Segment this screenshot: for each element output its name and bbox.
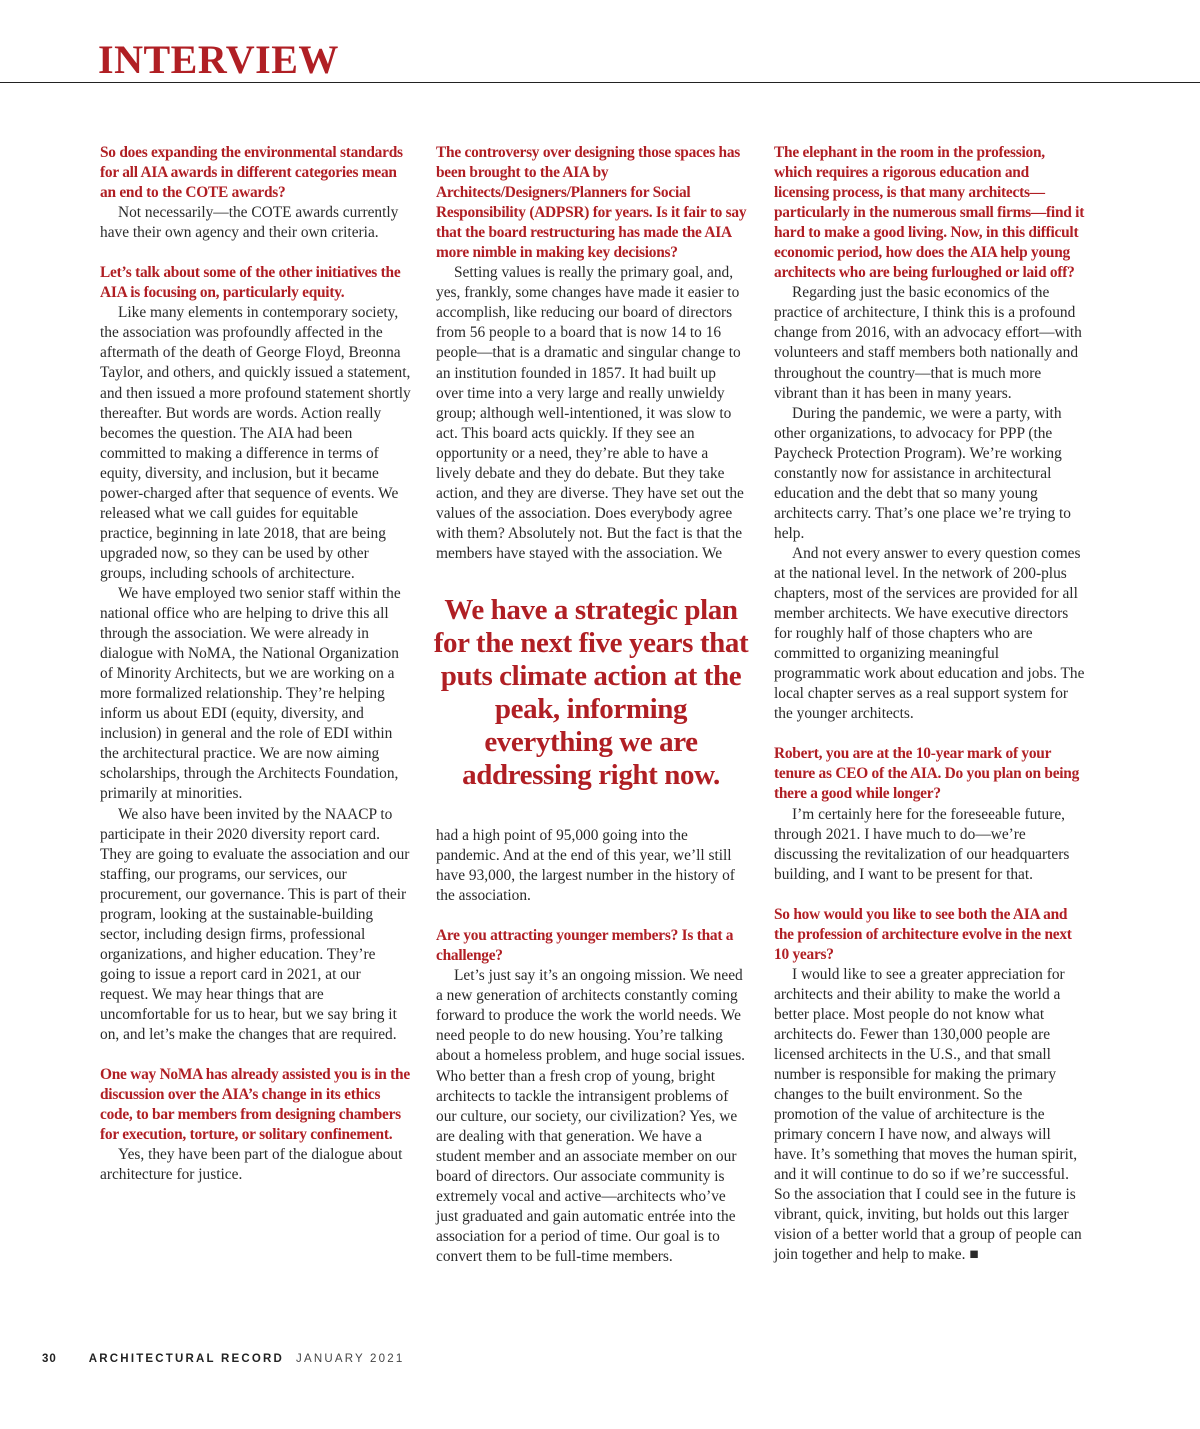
question-ethics-code: One way NoMA has already assisted you is in the discussion over the AIA’s change in its ethics code, to bar members from designing chambers for execution, torture, or solitary confinement.	[100, 1066, 410, 1144]
answer-younger-members: Let’s just say it’s an ongoing mission. We need a new generation of architects constantly coming forward to produce the work the world needs. We need people to do new housing. You’re talking about a homeless problem, and huge social issues. Who better than a fresh crop of young, bright architects to tackle the intransigent problems of our culture, our society, our civilization? Yes, we are dealing with that generation. We have a student member and an associate member on our board of directors. Our associate community is extremely vocal and active—architects who’ve just graduated and gain automatic entrée into the association for a period of time. Our goal is to convert them to be full-time members.	[436, 967, 746, 1265]
answer-economics-p2: During the pandemic, we were a party, with other organizations, to advocacy for PPP (the Paycheck Protection Program). We’re working constantly now for assistance in architectural education and the debt that so many young architects carry. That’s one place we’re trying to help.	[774, 404, 1071, 542]
question-young-architects-economics: The elephant in the room in the profession, which requires a rigorous education and licensing process, is that many architects—particularly in the numerous small firms—find it hard to make a good living. Now, in this difficult economic period, how does the AIA help young architects who are being furloughed or laid off?	[774, 144, 1085, 282]
answer-board-restructuring: Setting values is really the primary goal, and, yes, frankly, some changes have made it easier to accomplish, like reducing our board of directors from 56 people to a board that is now 14 to 16 people—that is a dramatic and singular change to an institution founded in 1857. It had built up over time into a very large and really unwieldy group; although well-intentioned, it was slow to act. This board acts quickly. If they see an opportunity or a need, they’re able to have a lively debate and they do debate. But they take action, and they are diverse. They have set out the values of the association. Does everybody agree with them? Absolutely not. But the fact is that the members have stayed with the association. We	[436, 264, 744, 562]
question-ceo-tenure: Robert, you are at the 10-year mark of your tenure as CEO of the AIA. Do you plan on being there a good while longer?	[774, 745, 1080, 803]
page-number: 30	[42, 1353, 57, 1365]
question-next-10-years: So how would you like to see both the AIA and the profession of architecture evolve in the next 10 years?	[774, 905, 1072, 963]
answer-ceo-tenure: I’m certainly here for the foreseeable future, through 2021. I have much to do—we’re discussing the revitalization of our headquarters building, and I want to be present for that.	[774, 805, 1070, 883]
answer-next-10-years	[774, 965, 1085, 1266]
header-rule	[0, 82, 1200, 83]
question-equity: Let’s talk about some of the other initiatives the AIA is focusing on, particularly equity.	[100, 264, 401, 302]
question-cote-awards: So does expanding the environmental standards for all AIA awards in different categories mean an end to the COTE awards?	[100, 144, 403, 202]
end-mark-icon: ■	[969, 1246, 979, 1264]
answer-equity-p3: We also have been invited by the NAACP to participate in their 2020 diversity report card. They are going to evaluate the association and our staffing, our programs, our services, our procurement, our governance. This is part of their program, looking at the sustainable-building sector, including design firms, professional organizations, and higher education. They’re going to issue a report card in 2021, at our request. We may hear things that are uncomfortable for us to hear, but we say bring it on, and let’s make the changes that are required.	[100, 805, 410, 1044]
column-2	[433, 143, 749, 1267]
answer-equity-p2: We have employed two senior staff within the national office who are helping to drive this all through the association. We were already in dialogue with NoMA, the National Organization of Minority Architects, but we are working on a more formalized relationship. They’re helping inform us about EDI (equity, diversity, and inclusion) in general and the role of EDI within the architectural practice. We are now aiming scholarships, through the Architects Foundation, primarily at minorities.	[100, 584, 401, 803]
answer-economics-p1: Regarding just the basic economics of the practice of architecture, I think this is a profound change from 2016, with an advocacy effort—with volunteers and staff members both nationally and throughout the country—that is much more vibrant than it has been in many years.	[774, 284, 1082, 402]
column-3	[774, 143, 1085, 1266]
answer-board-restructuring-continued: had a high point of 95,000 going into the pandemic. And at the end of this year, we’ll still have 93,000, the largest number in the history of the association.	[436, 826, 735, 905]
magazine-name: ARCHITECTURAL RECORD	[88, 1353, 284, 1365]
answer-next-10-years-text: I would like to see a greater appreciation for architects and their ability to make the world a better place. Most people do not know what architects do. Fewer than 130,000 people are licensed architects in the U.S., and that small number is responsible for making the primary changes to the built environment. So the promotion of the value of architecture is the primary concern I have now, and always will have. It’s something that moves the human spirit, and it will continue to do so if we’re successful. So the association that I could see in the future is vibrant, quick, inviting, but holds out this larger vision of a better world that a group of people can join together and help to make.	[774, 965, 1082, 1264]
answer-cote-awards: Not necessarily—the COTE awards currently have their own agency and their own criteria.	[100, 204, 399, 242]
answer-ethics-code: Yes, they have been part of the dialogue about architecture for justice.	[100, 1146, 403, 1184]
answer-economics-p3: And not every answer to every question comes at the national level. In the network of 200-plus chapters, most of the services are provided for all member architects. We have executive directors for roughly half of those chapters who are committed to organizing meaningful programmatic work about education and jobs. The local chapter serves as a real support system for the younger architects.	[774, 544, 1085, 723]
question-board-restructuring: The controversy over designing those spaces has been brought to the AIA by Architects/Designers/Planners for Social Responsibility (ADPSR) for years. Is it fair to say that the board restructuring has made the AIA more nimble in making key decisions?	[436, 144, 747, 262]
column-1	[100, 143, 411, 1185]
answer-equity-p1: Like many elements in contemporary society, the association was profoundly affected in the aftermath of the death of George Floyd, Breonna Taylor, and others, and quickly issued a statement, and then issued a more profound statement shortly thereafter. But words are words. Action really becomes the question. The AIA had been committed to making a difference in terms of equity, diversity, and inclusion, but it became power-charged after that sequence of events. We released what we call guides for equitable practice, beginning in late 2018, that are being upgraded now, so they can be used by other groups, including schools of architecture.	[100, 304, 411, 582]
section-title: INTERVIEW	[98, 37, 339, 82]
question-younger-members: Are you attracting younger members? Is that a challenge?	[436, 927, 734, 965]
page-footer	[42, 1353, 404, 1365]
pull-quote: We have a strategic plan for the next five years that puts climate action at the peak, informing everything we are addressing right now.	[433, 593, 749, 791]
issue-date: JANUARY 2021	[296, 1353, 405, 1365]
